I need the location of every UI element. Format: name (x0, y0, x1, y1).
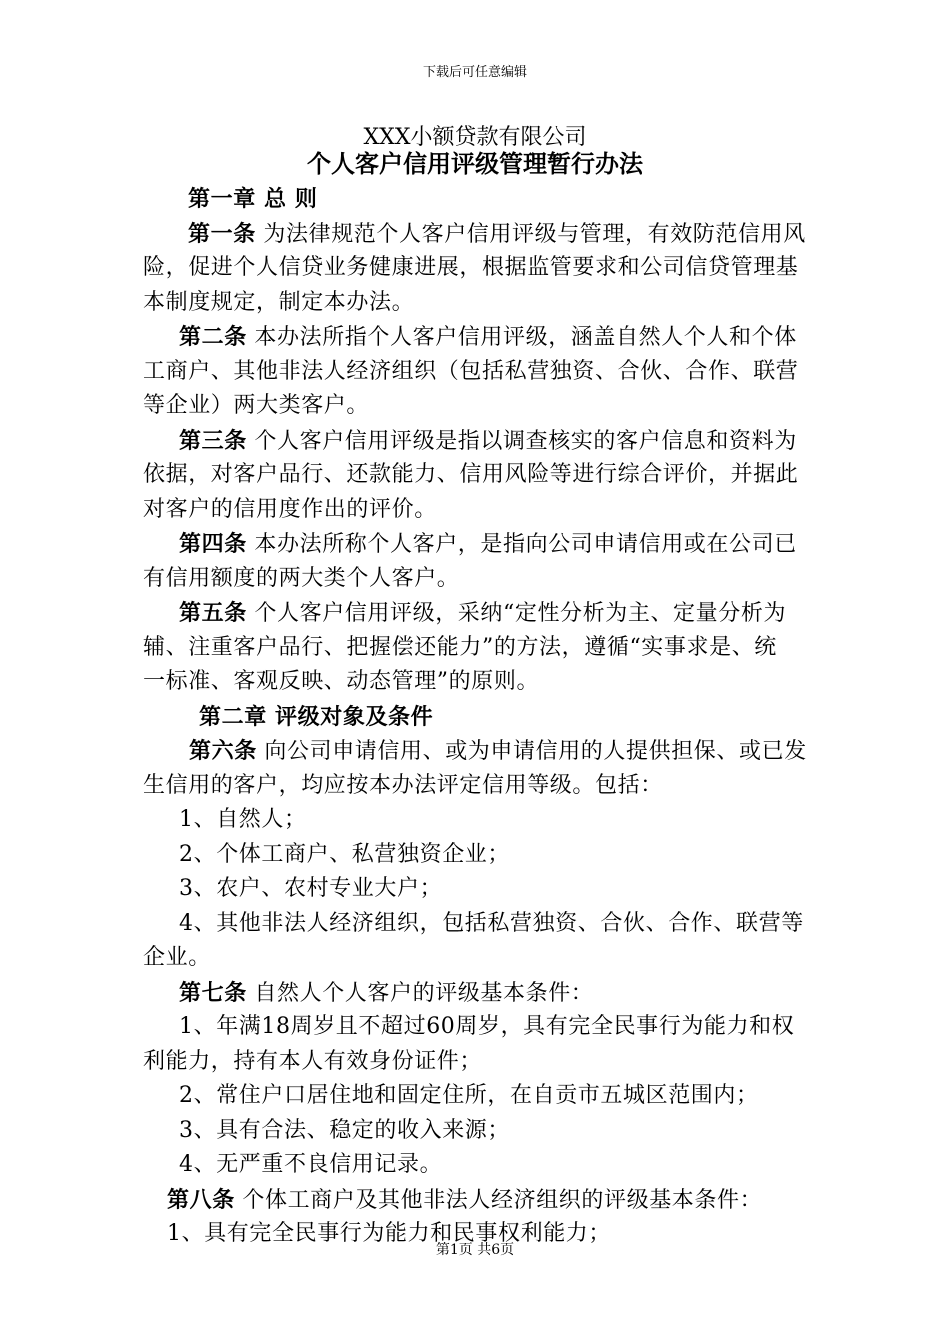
line-text: 2、常住户口居住地和固定住所，在自贡市五城区范围内； (179, 1083, 759, 1108)
body-line (143, 803, 807, 838)
article-heading: 第六条 (189, 738, 257, 764)
line-text: 本办法所称个人客户，是指向公司申请信用或在公司已 (246, 532, 797, 557)
body-line (143, 907, 807, 942)
body-line (143, 458, 807, 493)
body-line (143, 838, 807, 873)
article-heading: 第二章 评级对象及条件 (199, 703, 434, 730)
line-text: 个人客户信用评级是指以调查核实的客户信息和资料为 (246, 428, 797, 454)
line-text: 向公司申请信用、或为申请信用的人提供担保、或已发 (256, 739, 807, 764)
body-line (143, 562, 807, 597)
line-text: 等企业）两大类客户。 (143, 393, 370, 418)
article-heading: 第一条 (188, 220, 256, 247)
body-line (143, 1010, 807, 1045)
body-line (143, 493, 807, 528)
line-text: 1、自然人； (179, 807, 307, 832)
line-text: 为法律规范个人客户信用评级与管理，有效防范信用风 (255, 221, 806, 247)
body-line (143, 976, 807, 1011)
article-heading: 第四条 (179, 531, 247, 557)
line-text: 利能力，持有本人有效身份证件； (143, 1048, 483, 1074)
line-text: 工商户、其他非法人经济组织（包括私营独资、合伙、合作、联营 (143, 358, 799, 384)
line-text: 本制度规定，制定本办法。 (143, 289, 415, 315)
line-text: 2、个体工商户、私营独资企业； (179, 841, 510, 867)
body-line (143, 217, 807, 252)
body-line (143, 1183, 807, 1218)
line-text: 依据，对客户品行、还款能力、信用风险等进行综合评价，并据此 (143, 462, 799, 487)
article-heading: 第七条 (179, 979, 247, 1006)
body-line (143, 527, 807, 562)
body-line (143, 872, 807, 907)
article-heading: 第三条 (179, 427, 247, 454)
body-line (143, 631, 807, 666)
line-text: 辅、注重客户品行、把握偿还能力”的方法，遵循“实事求是、统 (143, 634, 777, 660)
line-text: 险，促进个人信贷业务健康进展，根据监管要求和公司信贷管理基 (143, 255, 799, 280)
line-text: 3、具有合法、稳定的收入来源； (179, 1117, 510, 1143)
body-line (143, 941, 807, 976)
download-note: 下载后可任意编辑 (422, 65, 527, 80)
article-heading: 第五条 (179, 600, 247, 626)
line-text: 本办法所指个人客户信用评级，涵盖自然人个人和个体 (246, 325, 797, 350)
article-heading: 第二条 (179, 324, 247, 350)
body-line (143, 320, 807, 355)
line-text: 企业。 (143, 945, 211, 970)
body-line (143, 355, 807, 390)
line-text: 个体工商户及其他非法人经济组织的评级基本条件： (234, 1187, 763, 1213)
document-body (143, 182, 807, 1252)
body-line (143, 700, 807, 735)
page-footer: 第1页 共6页 (435, 1242, 515, 1258)
line-text: 1、年满18周岁且不超过60周岁，具有完全民事行为能力和权 (179, 1014, 795, 1039)
body-line (143, 251, 807, 286)
line-text: 有信用额度的两大类个人客户。 (143, 565, 460, 591)
article-heading: 第一章 总 则 (188, 186, 318, 212)
body-line (143, 424, 807, 459)
line-text: 1、具有完全民事行为能力和民事权利能力； (167, 1221, 611, 1246)
line-text: 4、无严重不良信用记录。 (179, 1152, 443, 1177)
body-line (143, 1114, 807, 1149)
document-title: 个人客户信用评级管理暂行办法 (307, 149, 643, 178)
body-line (143, 1148, 807, 1183)
body-line (143, 665, 807, 700)
line-text: 4、其他非法人经济组织，包括私营独资、合伙、合作、联营等 (179, 910, 804, 936)
line-text: 对客户的信用度作出的评价。 (143, 496, 437, 522)
body-line (143, 286, 807, 321)
body-line (143, 1045, 807, 1080)
line-text: 个人客户信用评级，采纳“定性分析为主、定量分析为 (246, 601, 787, 626)
line-text: 生信用的客户，均应按本办法评定信用等级。包括： (143, 772, 663, 798)
line-text: 一标准、客观反映、动态管理”的原则。 (143, 669, 540, 694)
body-line (143, 182, 807, 217)
article-heading: 第八条 (167, 1186, 235, 1213)
body-line (143, 734, 807, 769)
company-name: XXX小额贷款有限公司 (363, 125, 587, 150)
line-text: 自然人个人客户的评级基本条件： (246, 980, 594, 1006)
line-text: 3、农户、农村专业大户； (179, 876, 443, 901)
body-line (143, 769, 807, 804)
body-line (143, 596, 807, 631)
body-line (143, 1079, 807, 1114)
body-line (143, 389, 807, 424)
